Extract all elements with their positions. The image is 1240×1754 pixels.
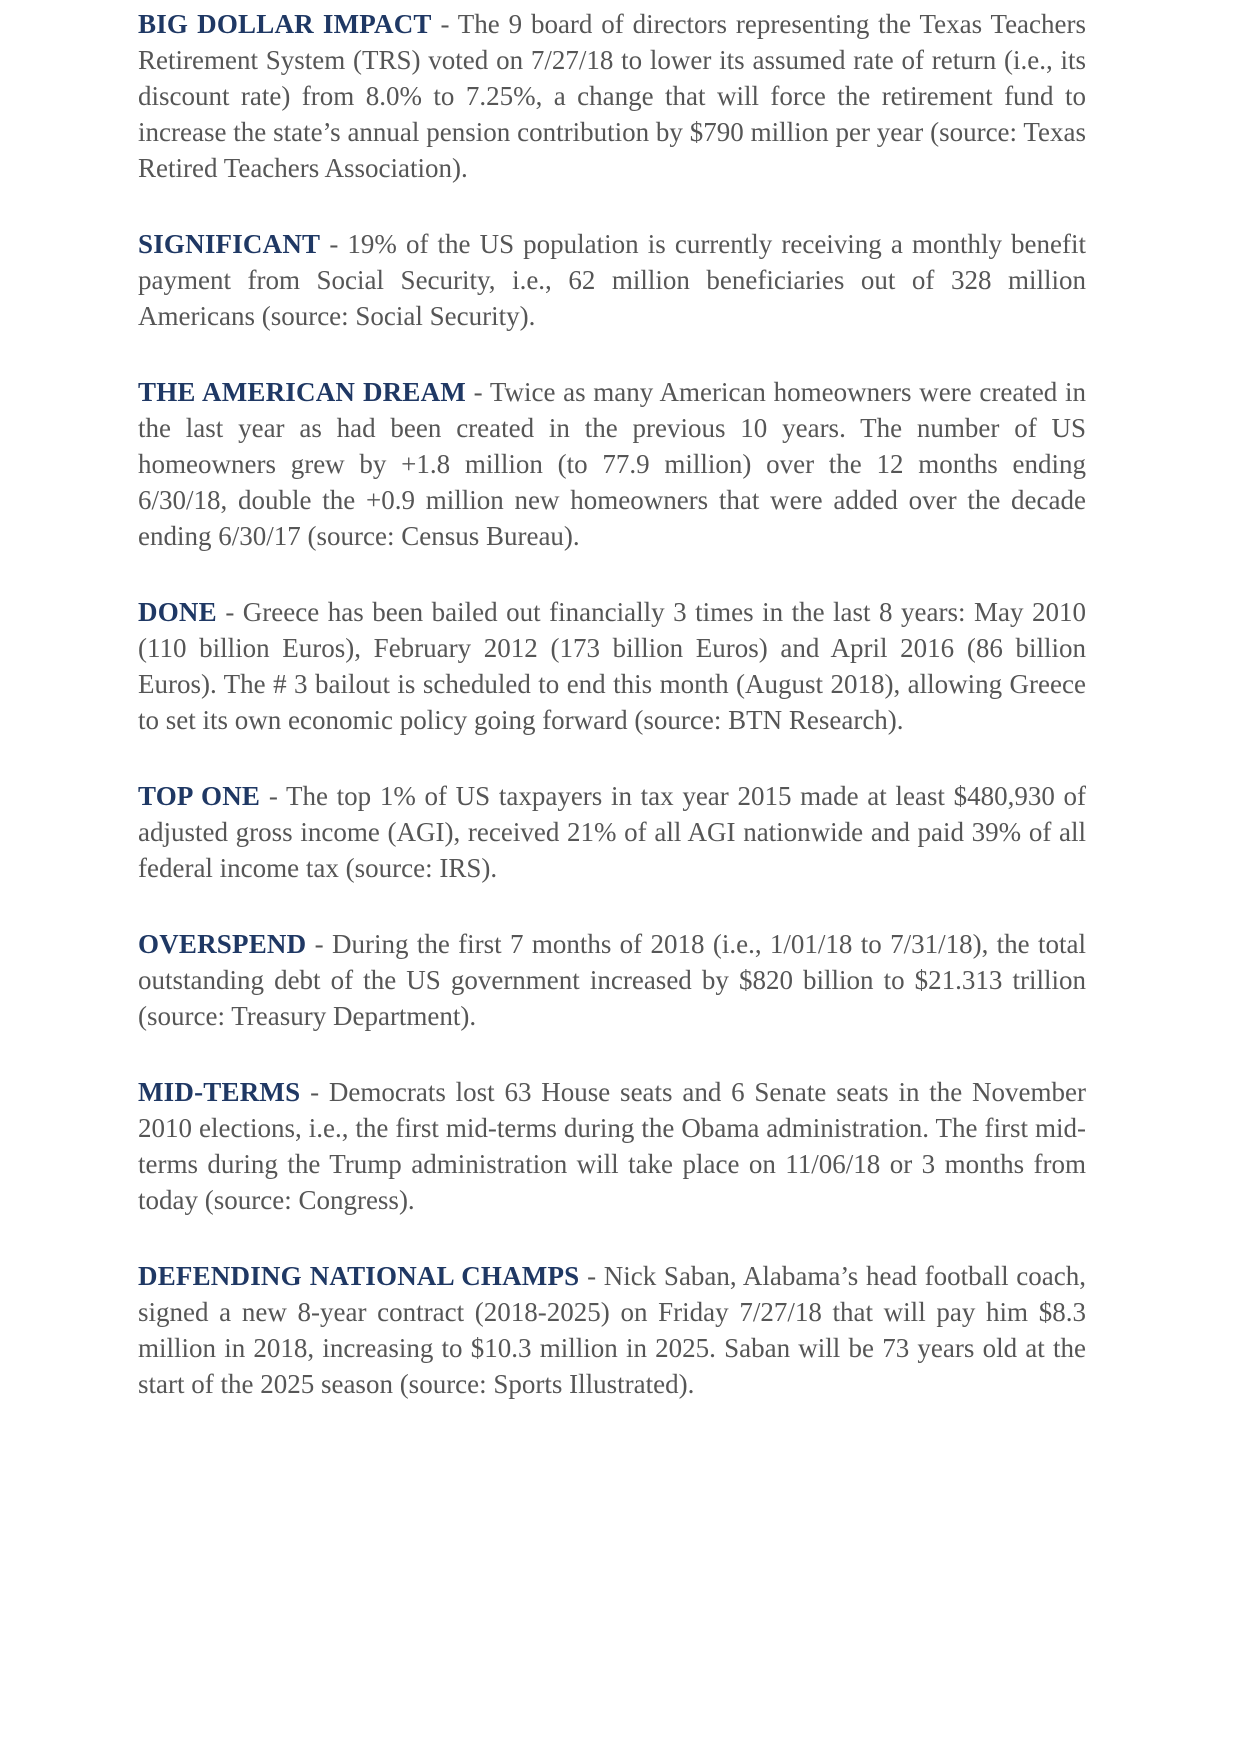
news-item-text: - During the first 7 months of 2018 (i.e., 1/01/18 to 7/31/18), the total outstanding debt of the US government increased by $820 billion to $21.313 trillion (source: Treasury Department). (138, 929, 1086, 1031)
news-item-the-american-dream (138, 374, 1086, 554)
news-item-headline: DEFENDING NATIONAL CHAMPS (138, 1261, 580, 1291)
news-item-defending-national-champs (138, 1258, 1086, 1402)
news-item-text: - Greece has been bailed out financially 3 times in the last 8 years: May 2010 (110 billion Euros), February 2012 (173 billion Euros) and April 2016 (86 billion Euros). The # 3 bailout is scheduled to end this month (August 2018), allowing Greece to set its own economic policy going forward (source: BTN Research). (138, 597, 1087, 735)
news-item-mid-terms (138, 1074, 1086, 1218)
newsletter-text-block (138, 6, 1086, 1442)
news-item-text: - Nick Saban, Alabama’s head football coach, signed a new 8-year contract (2018-2025) on Friday 7/27/18 that will pay him $8.3 million in 2018, increasing to $10.3 million in 2025. Saban will be 73 years old at the start of the 2025 season (source: Sports Illustrated). (138, 1261, 1087, 1399)
news-item-headline: DONE (138, 597, 217, 627)
news-item-headline: THE AMERICAN DREAM (138, 377, 466, 407)
news-item-overspend (138, 926, 1086, 1034)
news-item-top-one (138, 778, 1086, 886)
news-item-headline: MID-TERMS (138, 1077, 301, 1107)
news-item-headline: TOP ONE (138, 781, 261, 811)
news-item-headline: SIGNIFICANT (138, 229, 321, 259)
news-item-headline: BIG DOLLAR IMPACT (138, 9, 432, 39)
news-item-big-dollar-impact (138, 6, 1086, 186)
news-item-text: - Twice as many American homeowners were created in the last year as had been created in the previous 10 years. The number of US homeowners grew by +1.8 million (to 77.9 million) over the 12 months ending 6/30/18, double the +0.9 million new homeowners that were added over the decade ending 6/30/17 (source: Census Bureau). (138, 377, 1086, 551)
news-item-text: - Democrats lost 63 House seats and 6 Senate seats in the November 2010 elections, i.e., the first mid-terms during the Obama administration. The first mid-terms during the Trump administration will take place on 11/06/18 or 3 months from today (source: Congress). (138, 1077, 1087, 1215)
news-item-text: - 19% of the US population is currently receiving a monthly benefit payment from Social Security, i.e., 62 million beneficiaries out of 328 million Americans (source: Social Security). (138, 229, 1086, 331)
news-item-done (138, 594, 1086, 738)
news-item-headline: OVERSPEND (138, 929, 307, 959)
news-item-significant (138, 226, 1086, 334)
news-item-text: - The top 1% of US taxpayers in tax year 2015 made at least $480,930 of adjusted gross income (AGI), received 21% of all AGI nationwide and paid 39% of all federal income tax (source: IRS). (138, 781, 1087, 883)
news-item-text: - The 9 board of directors representing the Texas Teachers Retirement System (TRS) voted on 7/27/18 to lower its assumed rate of return (i.e., its discount rate) from 8.0% to 7.25%, a change that will force the retirement fund to increase the state’s annual pension contribution by $790 million per year (source: Texas Retired Teachers Association). (138, 9, 1086, 183)
